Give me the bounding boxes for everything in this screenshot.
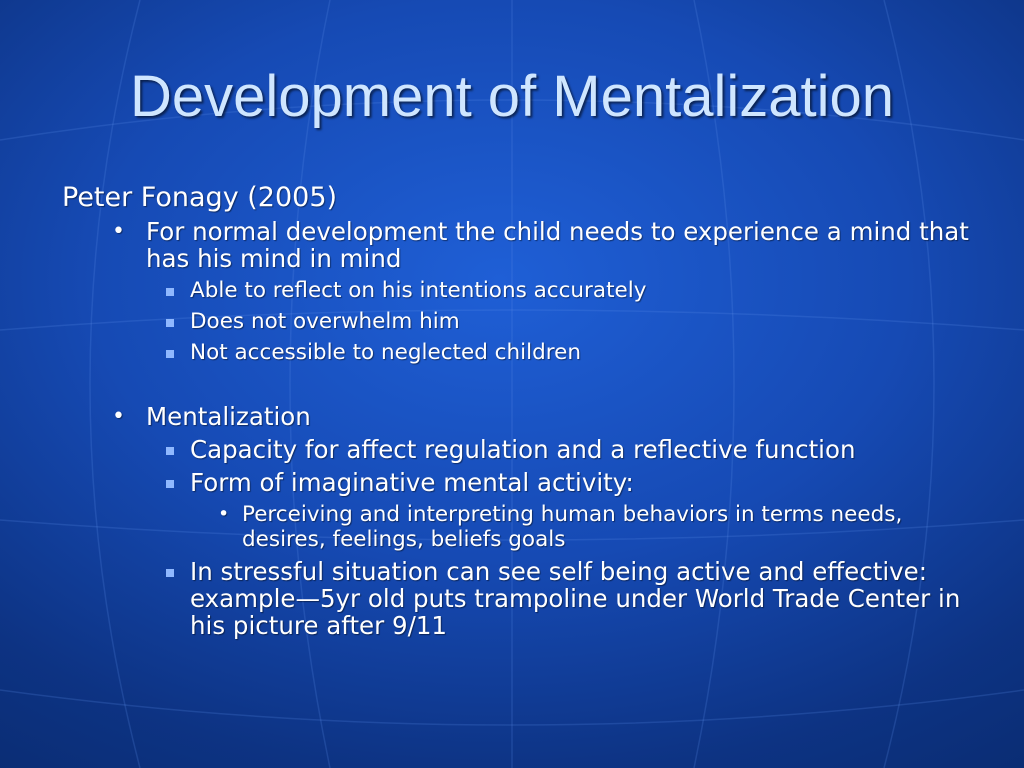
square-bullet-icon (166, 480, 174, 488)
spacer (62, 371, 992, 401)
sub-bullet-text: Does not overwhelm him (190, 309, 460, 334)
bullet-item (62, 218, 992, 272)
bullet-text: For normal development the child needs to experience a mind that has his mind in mind (146, 217, 969, 273)
sub-bullet-item (62, 340, 992, 366)
bullet-item (62, 403, 992, 430)
sub-bullet-item (62, 278, 992, 304)
round-bullet-icon: • (112, 219, 125, 244)
sub-sub-bullet-text: Perceiving and interpreting human behaviors in terms needs, desires, feelings, beliefs goals (242, 502, 903, 552)
square-bullet-icon (166, 319, 174, 327)
sub-bullet-item (62, 558, 992, 639)
sub-bullet-text: In stressful situation can see self being active and effective: example—5yr old puts trampoline under World Trade Center in his picture after 9/11 (190, 557, 961, 640)
round-bullet-icon: • (112, 404, 125, 429)
square-bullet-icon (166, 569, 174, 577)
round-bullet-icon: • (218, 503, 230, 525)
slide-title: Development of Mentalization (129, 64, 895, 129)
sub-sub-bullet-item (62, 502, 992, 552)
square-bullet-icon (166, 288, 174, 296)
square-bullet-icon (166, 350, 174, 358)
sub-bullet-item (62, 469, 992, 496)
sub-bullet-item (62, 309, 992, 335)
sub-bullet-text: Form of imaginative mental activity: (190, 468, 634, 497)
square-bullet-icon (166, 447, 174, 455)
slide-body (62, 180, 992, 645)
sub-bullet-text: Not accessible to neglected children (190, 340, 581, 365)
section-heading: Peter Fonagy (2005) (62, 182, 338, 213)
sub-bullet-text: Able to reflect on his intentions accurately (190, 278, 647, 303)
sub-bullet-item (62, 436, 992, 463)
sub-bullet-text: Capacity for affect regulation and a reflective function (190, 435, 856, 464)
bullet-text: Mentalization (146, 402, 311, 431)
